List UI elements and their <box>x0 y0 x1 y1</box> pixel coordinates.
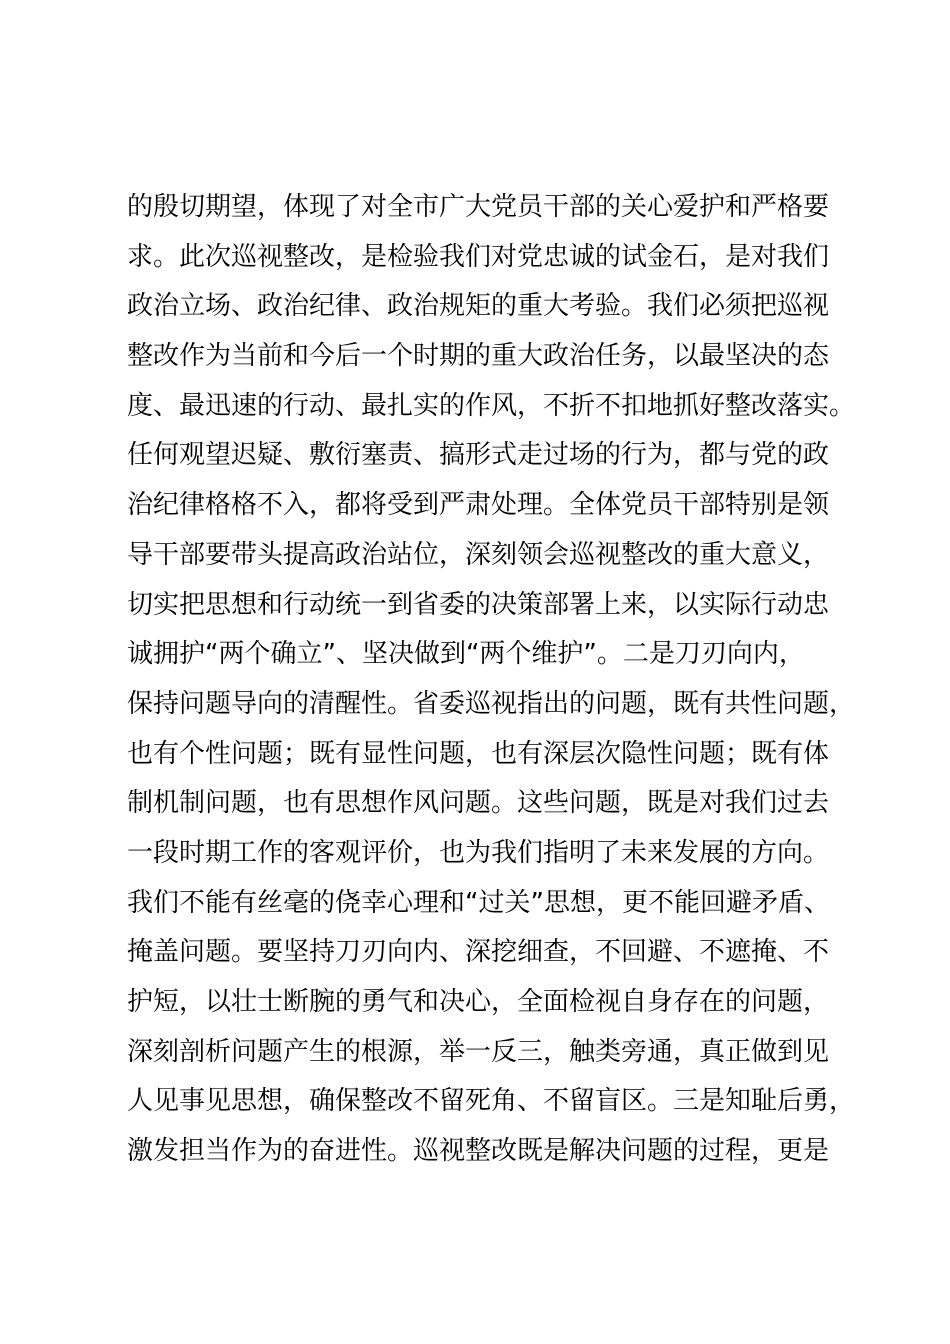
text-line: 护短，以壮士断腕的勇气和决心，全面检视自身存在的问题， <box>127 987 830 1017</box>
text-line: 诚拥护“两个确立”、坚决做到“两个维护”。二是刀刃向内， <box>127 639 805 670</box>
text-line: 治纪律格格不入，都将受到严肃处理。全体党员干部特别是领 <box>127 490 830 521</box>
text-line: 的殷切期望，体现了对全市广大党员干部的关心爱护和严格要 <box>127 192 830 222</box>
text-line: 切实把思想和行动统一到省委的决策部署上来，以实际行动忠 <box>127 589 830 620</box>
text-line: 人见事见思想，确保整改不留死角、不留盲区。三是知耻后勇， <box>127 1086 856 1117</box>
text-line: 导干部要带头提高政治站位，深刻领会巡视整改的重大意义， <box>127 539 830 570</box>
text-line: 整改作为当前和今后一个时期的重大政治任务，以最坚决的态 <box>127 341 830 372</box>
text-line: 保持问题导向的清醒性。省委巡视指出的问题，既有共性问题， <box>127 688 856 719</box>
text-line: 制机制问题，也有思想作风问题。这些问题，既是对我们过去 <box>127 788 830 819</box>
text-line: 任何观望迟疑、敷衍塞责、搞形式走过场的行为，都与党的政 <box>127 440 830 471</box>
body-text <box>127 183 867 1177</box>
text-line: 深刻剖析问题产生的根源，举一反三，触类旁通，真正做到见 <box>127 1036 830 1067</box>
text-line: 一段时期工作的客观评价，也为我们指明了未来发展的方向。 <box>127 837 830 868</box>
text-line: 度、最迅速的行动、最扎实的作风，不折不扣地抓好整改落实。 <box>127 390 856 421</box>
text-line: 政治立场、政治纪律、政治规矩的重大考验。我们必须把巡视 <box>127 291 830 322</box>
text-line: 求。此次巡视整改，是检验我们对党忠诚的试金石，是对我们 <box>127 241 830 272</box>
text-line: 我们不能有丝毫的侥幸心理和“过关”思想，更不能回避矛盾、 <box>127 887 830 918</box>
text-line: 也有个性问题；既有显性问题，也有深层次隐性问题；既有体 <box>127 738 830 769</box>
text-line: 激发担当作为的奋进性。巡视整改既是解决问题的过程，更是 <box>127 1136 830 1167</box>
text-line: 掩盖问题。要坚持刀刃向内、深挖细查，不回避、不遮掩、不 <box>127 937 830 968</box>
